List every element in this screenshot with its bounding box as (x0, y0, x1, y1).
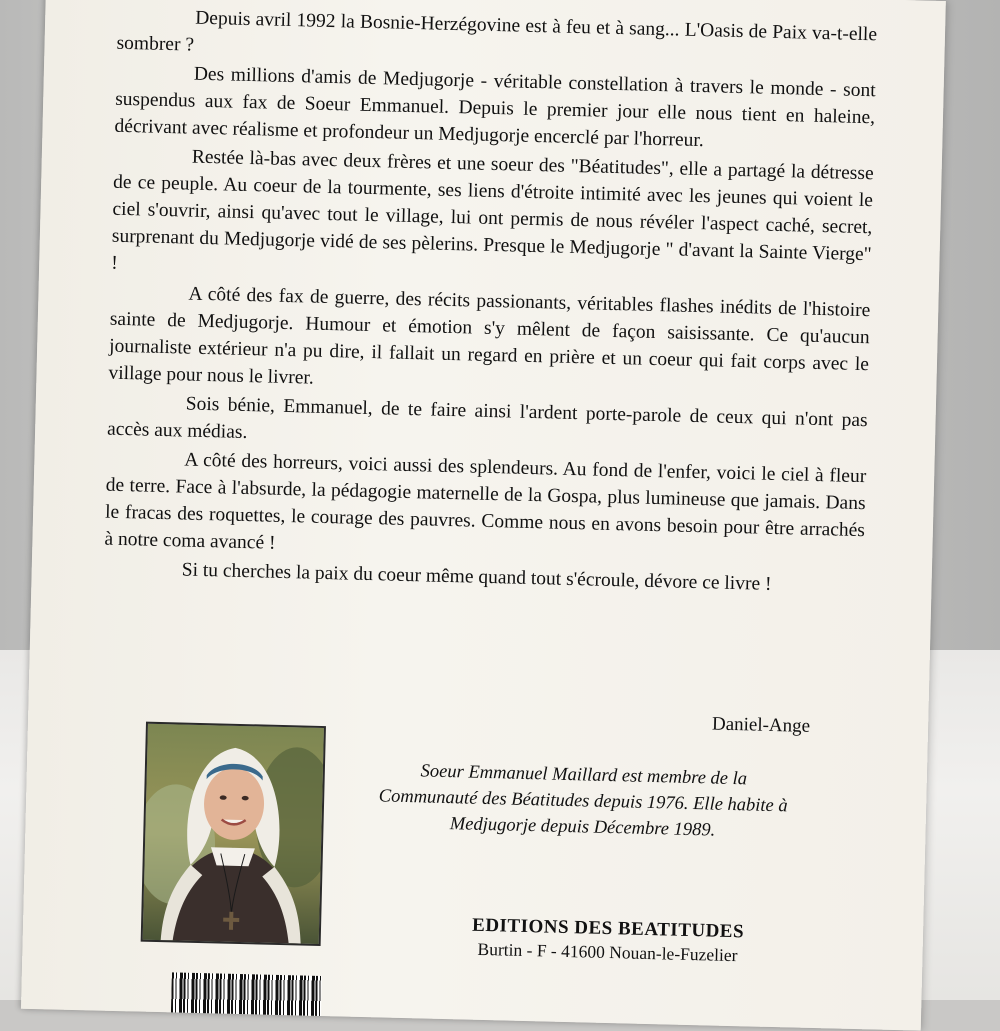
blurb-paragraph: Depuis avril 1992 la Bosnie-Herzégovine est à feu et à sang... L'Oasis de Paix va-t-elle sombrer ? (116, 7, 878, 56)
author-bio: Soeur Emmanuel Maillard est membre de la Communauté des Béatitudes depuis 1976. Elle habite à Medjugorje depuis Décembre 1989. (378, 761, 788, 841)
barcode (171, 972, 322, 1016)
blurb-paragraph: A côté des fax de guerre, des récits passionants, véritables flashes inédits de l'histoire sainte de Medjugorje. Humour et émotion s'y mêlent de façon saisissante. Ce qu'aucun journaliste extérieur n'a pu dire, il fallait un regard en prière et un coeur qui fait corps avec le village pour nous le livrer. (108, 283, 871, 389)
blurb-paragraph: Des millions d'amis de Medjugorje - véritable constellation à travers le monde - sont suspendus aux fax de Soeur Emmanuel. Depuis le premier jour elle nous tient en haleine, décrivant avec réalisme et profondeur un Medjugorje encerclé par l'horreur. (114, 63, 876, 152)
author-photo (141, 722, 326, 946)
nun-portrait-illustration (143, 724, 324, 944)
signature: Daniel-Ange (711, 713, 811, 737)
blurb-paragraph: Si tu cherches la paix du coeur même quand tout s'écroule, dévore ce livre ! (181, 559, 772, 595)
blurb-text (103, 3, 877, 602)
publisher-block (442, 914, 773, 967)
blurb-paragraph: Sois bénie, Emmanuel, de te faire ainsi l'ardent porte-parole de ceux qui n'ont pas accès aux médias. (106, 393, 868, 444)
publisher-name: EDITIONS DES BEATITUDES (471, 914, 745, 943)
blurb-paragraph: Restée là-bas avec deux frères et une soeur des "Béatitudes", elle a partagé la détresse de ce peuple. Au coeur de la tourmente, ses liens d'étroite intimité avec les jeunes qui voient le ciel s'ouvrir, ainsi qu'avec tout le village, lui ont permis de nous révéler l'aspect caché, secret, surprenant du Medjugorje vidé de ses pèlerins. Presque le Medjugorje " d'avant la Sainte Vierge" ! (110, 146, 874, 274)
publisher-address: Burtin - F - 41600 Nouan-le-Fuzelier (477, 938, 738, 966)
blurb-paragraph: A côté des horreurs, voici aussi des splendeurs. Au fond de l'enfer, voici le ciel à fleur de terre. Face à l'absurde, la pédagogie maternelle de la Gospa, plus lumineuse que jamais. Dans le fracas des roquettes, le courage des pauvres. Comme nous en avons besoin pour être arrachés à notre coma avancé ! (104, 449, 867, 554)
book-back-cover (21, 0, 946, 1031)
